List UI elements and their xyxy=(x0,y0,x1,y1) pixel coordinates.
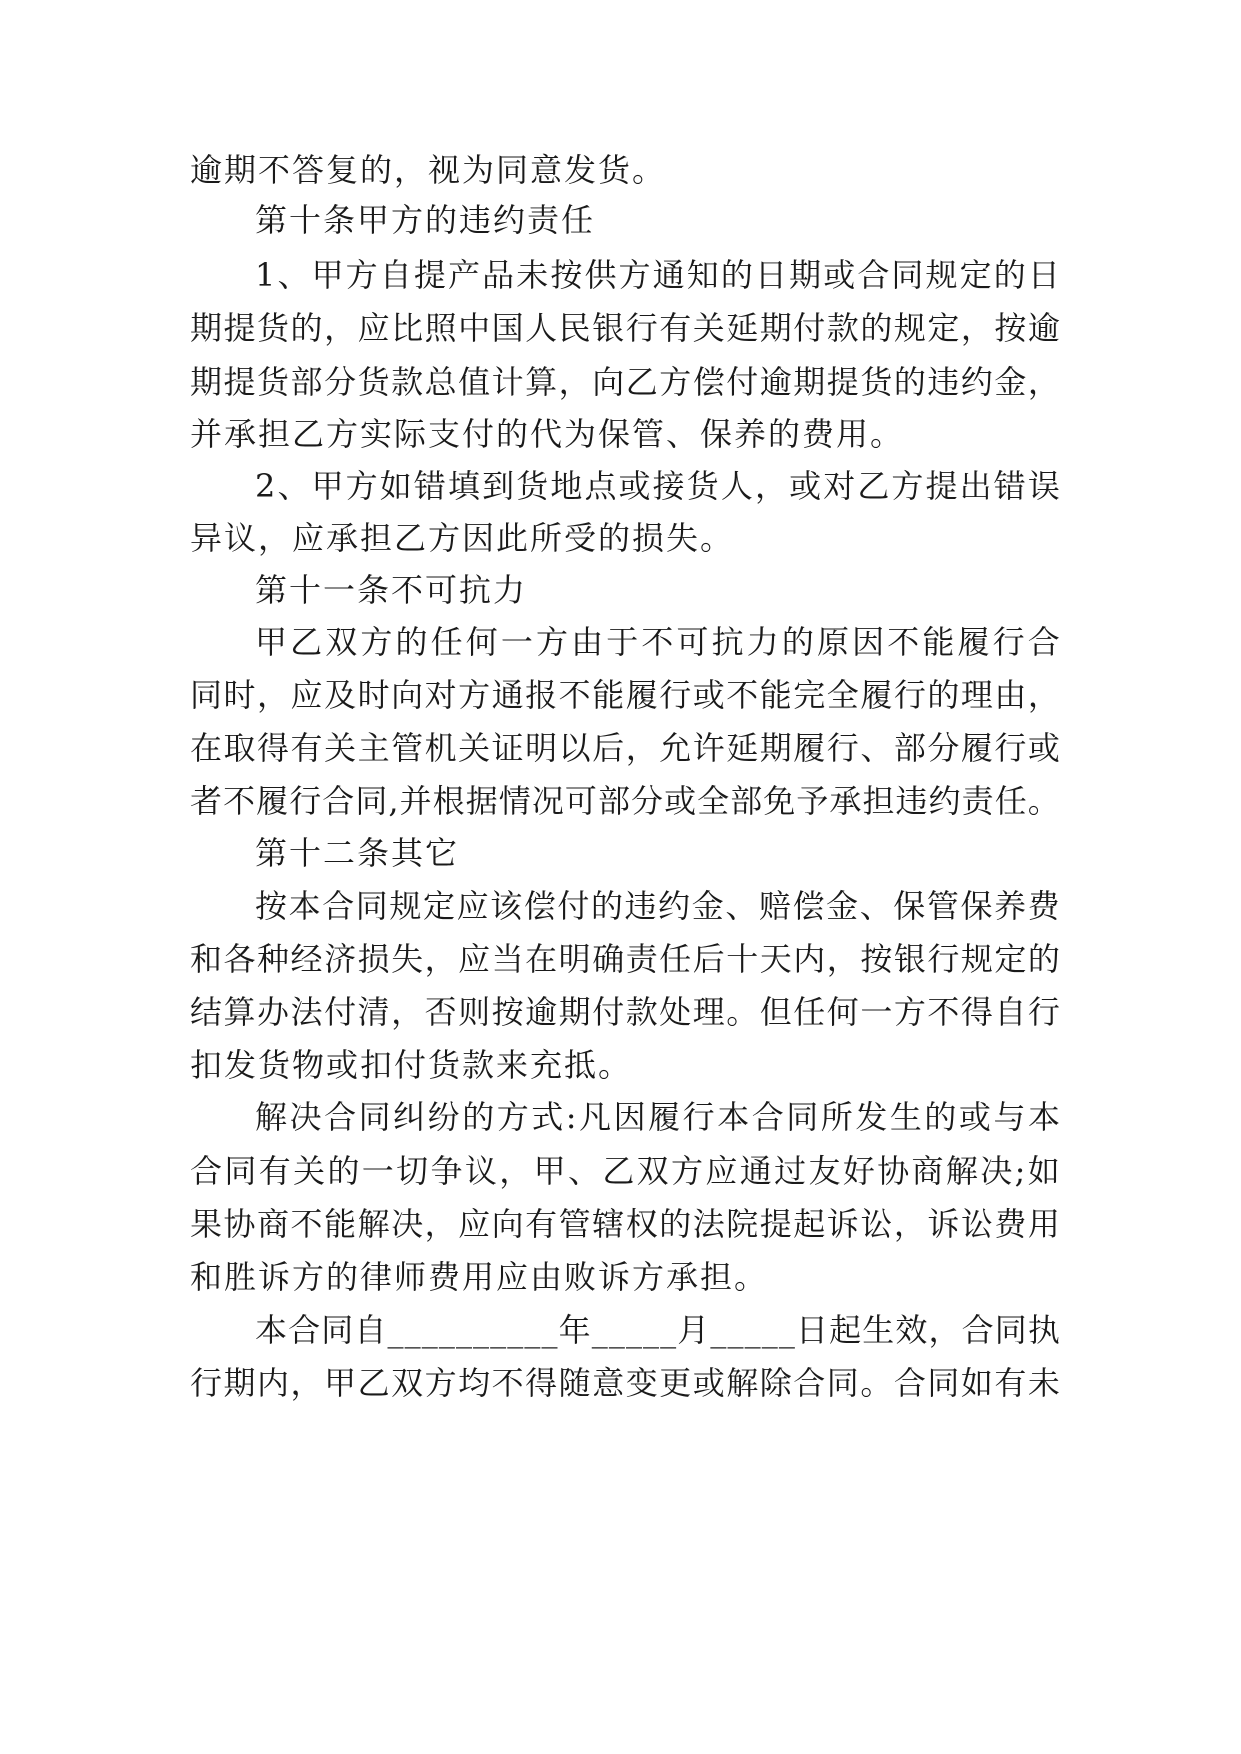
text-line: 同 时 ， 应 及 时 向 对 方 通 报 不 能 履 行 或 不 能 完 全 履 行 的 理 由 ， xyxy=(190,676,1060,714)
section-heading: 第十二条其它 xyxy=(255,834,460,872)
text-line: 甲 乙 双 方 的 任 何 一 方 由 于 不 可 抗 力 的 原 因 不 能 履 行 合 xyxy=(255,623,1060,661)
section-heading: 第十一条不可抗力 xyxy=(255,571,528,609)
text-line: 和 各 种 经 济 损 失 ， 应 当 在 明 确 责 任 后 十 天 内 ， 按 银 行 规 定 的 xyxy=(190,940,1060,978)
text-line: 果 协 商 不 能 解 决 ， 应 向 有 管 辖 权 的 法 院 提 起 诉 讼 ， 诉 讼 费 用 xyxy=(190,1205,1060,1243)
text-line: 本 合 同 自 _ _ _ _ _ _ _ _ _ _ 年 _ _ _ _ _ 月 _ _ _ _ _ 日 起 生 效 ， 合 同 执 xyxy=(255,1311,1060,1349)
text-line: 在 取 得 有 关 主 管 机 关 证 明 以 后 ， 允 许 延 期 履 行 、 部 分 履 行 或 xyxy=(190,729,1060,767)
text-line: 扣发货物或扣付货款来充抵。 xyxy=(190,1046,633,1084)
text-line: 期 提 货 部 分 货 款 总 值 计 算 ， 向 乙 方 偿 付 逾 期 提 货 的 违 约 金 ， xyxy=(190,363,1060,401)
text-line: 合 同 有 关 的 一 切 争 议 ， 甲 、 乙 双 方 应 通 过 友 好 协 商 解 决 ; 如 xyxy=(190,1152,1060,1190)
text-line: 行 期 内 ， 甲 乙 双 方 均 不 得 随 意 变 更 或 解 除 合 同 。 合 同 如 有 未 xyxy=(190,1364,1060,1402)
text-line: 1 、 甲 方 自 提 产 品 未 按 供 方 通 知 的 日 期 或 合 同 规 定 的 日 xyxy=(255,256,1060,294)
text-line: 并承担乙方实际支付的代为保管、保养的费用。 xyxy=(190,415,905,453)
text-line: 结 算 办 法 付 清 ， 否 则 按 逾 期 付 款 处 理 。 但 任 何 一 方 不 得 自 行 xyxy=(190,993,1060,1031)
text-line: 逾期不答复的，视为同意发货。 xyxy=(190,151,667,189)
text-line: 解 决 合 同 纠 纷 的 方 式 : 凡 因 履 行 本 合 同 所 发 生 的 或 与 本 xyxy=(255,1098,1060,1136)
text-line: 者 不 履 行 合 同 , 并 根 据 情 况 可 部 分 或 全 部 免 予 承 担 违 约 责 任 。 xyxy=(190,782,1060,820)
text-line: 期 提 货 的 ， 应 比 照 中 国 人 民 银 行 有 关 延 期 付 款 的 规 定 ， 按 逾 xyxy=(190,309,1060,347)
text-line: 按 本 合 同 规 定 应 该 偿 付 的 违 约 金 、 赔 偿 金 、 保 管 保 养 费 xyxy=(255,887,1060,925)
text-line: 和胜诉方的律师费用应由败诉方承担。 xyxy=(190,1258,769,1296)
section-heading: 第十条甲方的违约责任 xyxy=(255,201,596,239)
text-line: 异议，应承担乙方因此所受的损失。 xyxy=(190,519,735,557)
text-line: 2 、 甲 方 如 错 填 到 货 地 点 或 接 货 人 ， 或 对 乙 方 提 出 错 误 xyxy=(255,467,1060,505)
